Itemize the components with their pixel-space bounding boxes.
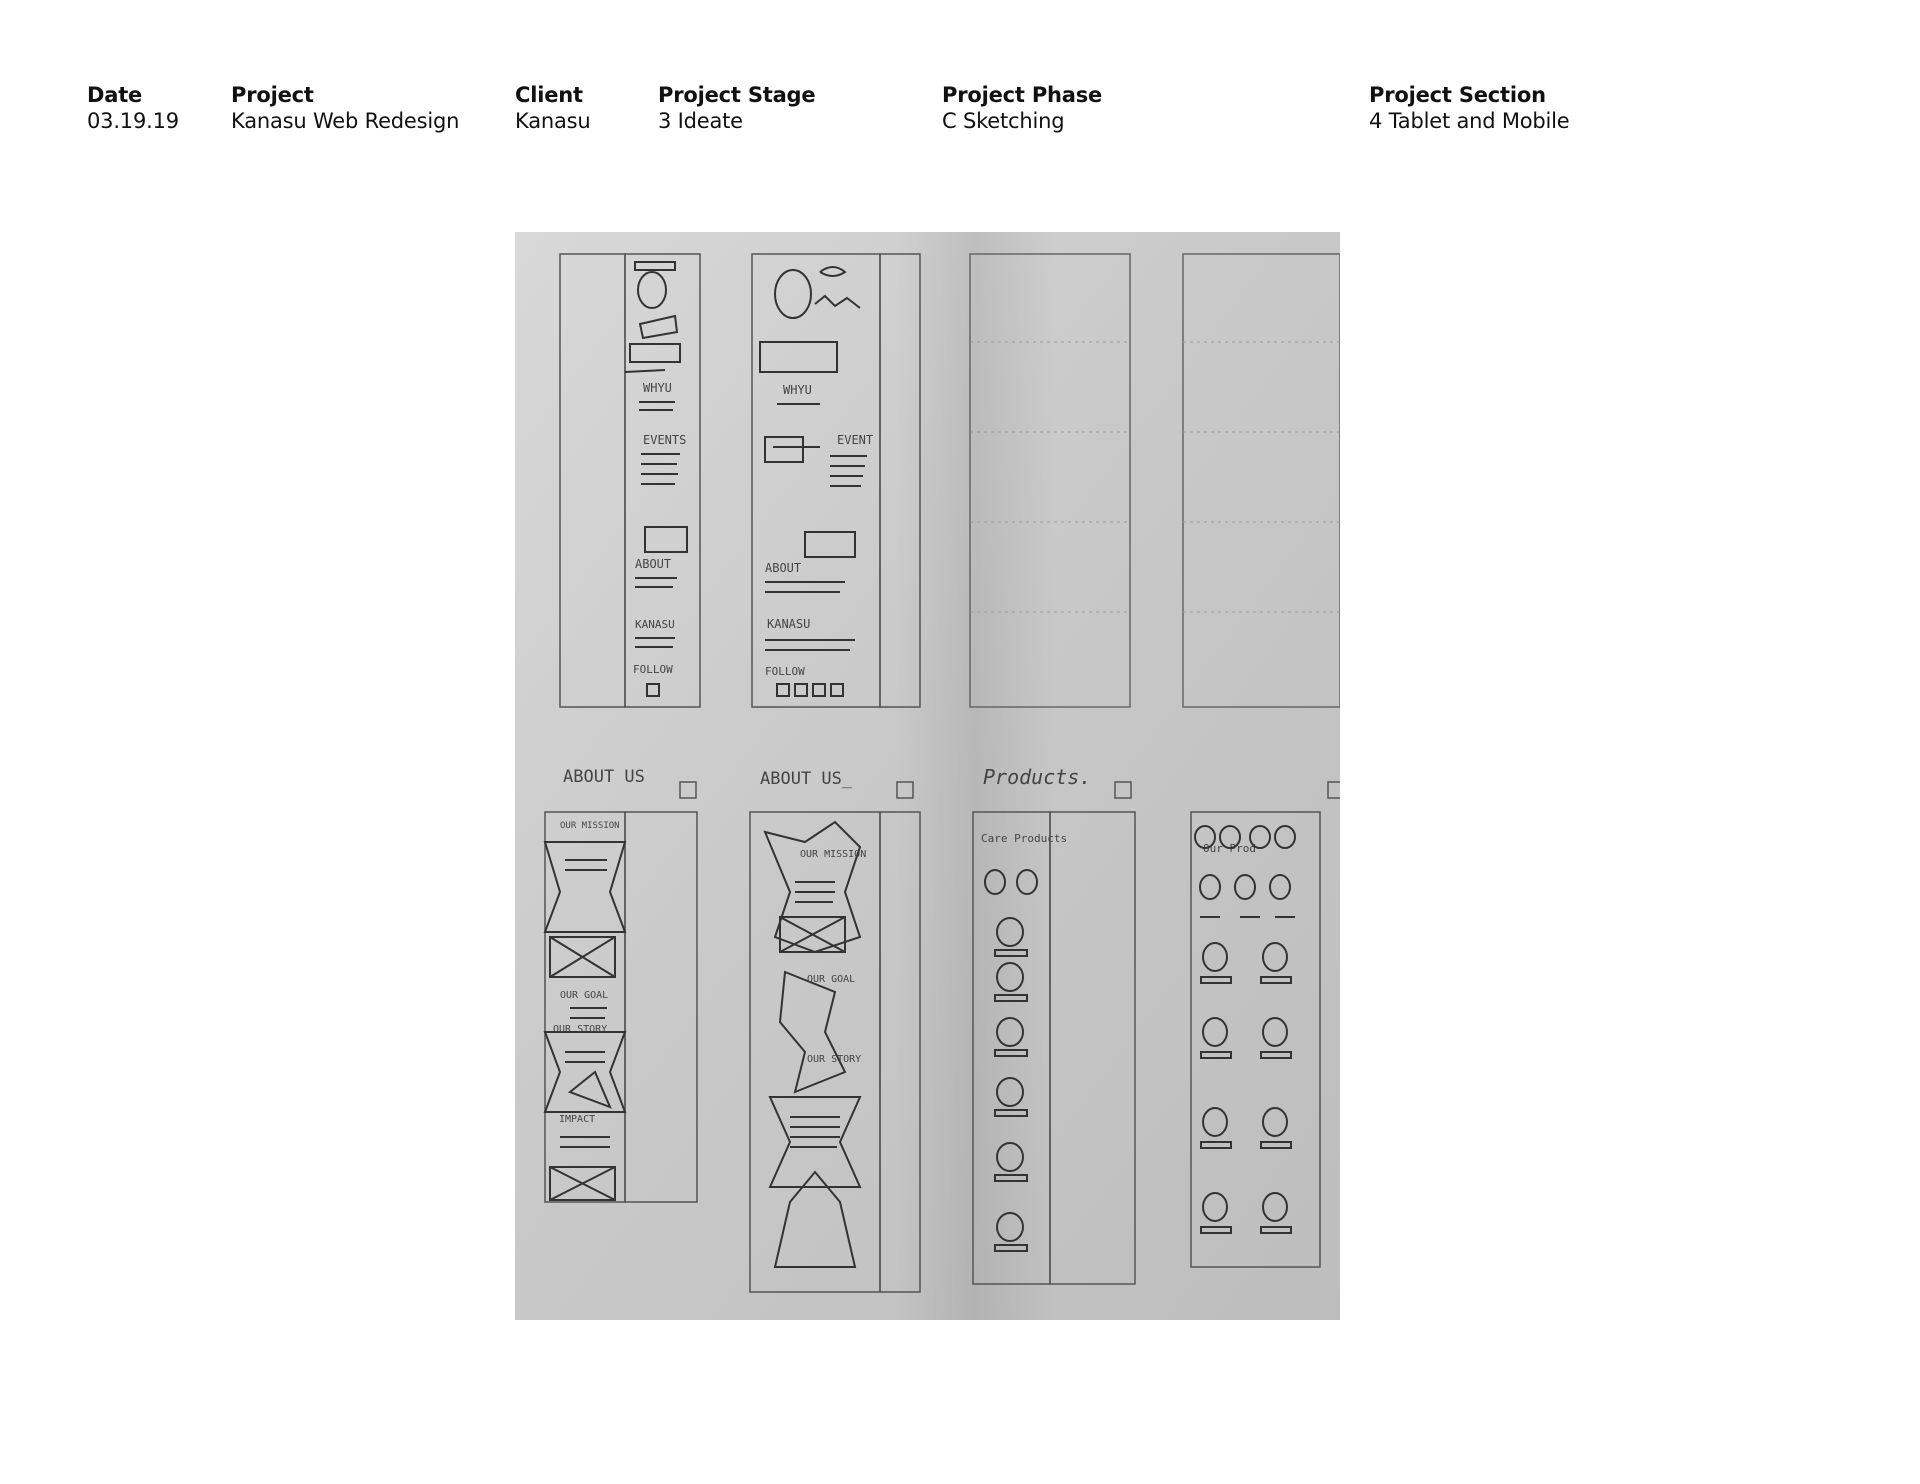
sketch-label-follow-2: FOLLOW xyxy=(765,665,805,678)
project-phase-value: C Sketching xyxy=(942,109,1065,133)
client-field xyxy=(515,82,591,134)
project-stage-label: Project Stage xyxy=(658,83,816,107)
sketch-title-products: Products. xyxy=(983,765,1092,789)
sketch-photo xyxy=(515,232,1340,1320)
sketch-label-about-1: ABOUT xyxy=(635,557,672,571)
client-label: Client xyxy=(515,83,583,107)
project-section-value: 4 Tablet and Mobile xyxy=(1369,109,1570,133)
sketch-label-impact: IMPACT xyxy=(559,1114,596,1125)
project-stage-field xyxy=(658,82,815,134)
project-phase-label: Project Phase xyxy=(942,83,1103,107)
sketch-canvas xyxy=(515,232,1340,1320)
sketch-label-kanasu-2: KANASU xyxy=(767,617,811,631)
project-section-field xyxy=(1369,82,1570,134)
sketch-label-follow-1: FOLLOW xyxy=(633,663,673,676)
project-section-label: Project Section xyxy=(1369,83,1546,107)
date-value: 03.19.19 xyxy=(87,109,179,133)
project-stage-value: 3 Ideate xyxy=(658,109,743,133)
sketch-label-our-goal-1: OUR GOAL xyxy=(560,990,609,1001)
sketch-label-kanasu-1: KANASU xyxy=(635,618,675,631)
date-label: Date xyxy=(87,83,143,107)
project-value: Kanasu Web Redesign xyxy=(231,109,460,133)
sketch-title-about-us-2: ABOUT US_ xyxy=(760,769,853,789)
document-header xyxy=(0,82,1920,142)
sketch-label-our-mission-2: OUR MISSION xyxy=(800,849,867,860)
sketch-label-events: EVENTS xyxy=(643,433,687,447)
client-value: Kanasu xyxy=(515,109,591,133)
sketch-label-our-story-2: OUR STORY xyxy=(807,1054,862,1065)
project-field xyxy=(231,82,459,134)
sketch-label-event-2: EVENT xyxy=(837,433,874,447)
date-field xyxy=(87,82,179,134)
sketch-label-whyu-2: WHYU xyxy=(783,383,812,397)
sketch-label-about-2: ABOUT xyxy=(765,561,802,575)
sketch-label-our-story-1: OUR STORY xyxy=(553,1024,608,1035)
sketch-label-care-products: Care Products xyxy=(981,832,1068,845)
sketch-label-our-mission-1: OUR MISSION xyxy=(560,821,620,831)
sketch-label-our-products: Our Prod xyxy=(1203,842,1256,855)
sketch-label-our-goal-2: OUR GOAL xyxy=(807,974,856,985)
sketch-label-whyu-1: WHYU xyxy=(643,381,672,395)
project-phase-field xyxy=(942,82,1102,134)
sketch-title-about-us-1: ABOUT US xyxy=(563,767,645,787)
project-label: Project xyxy=(231,83,314,107)
